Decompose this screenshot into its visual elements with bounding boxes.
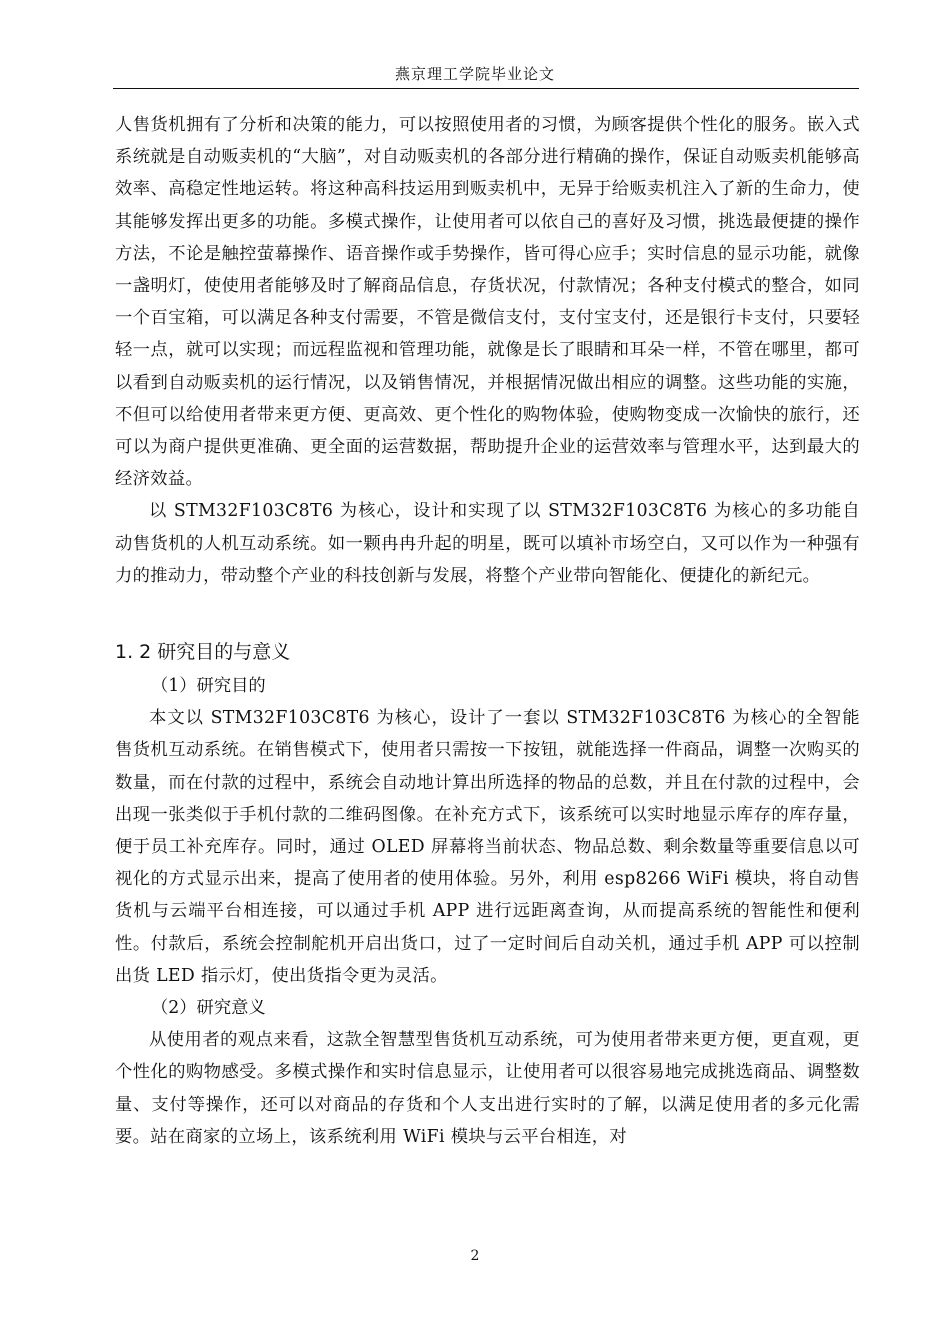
page-header-title: 燕京理工学院毕业论文 [394, 65, 555, 83]
research-purpose-paragraph: 本文以 STM32F103C8T6 为核心，设计了一套以 STM32F103C8T6 为核心的全智能售货机互动系统。在销售模式下，使用者只需按一下按钮，就能选择一件商品，调整一次购买的数量，而在付款的过程中，系统会自动地计算出所选择的物品的总数，并且在付款的过程中，会出现一张类似于手机付款的二维码图像。在补充方式下，该系统可以实时地显示库存的库存量，便于员工补充库存。同时，通过 OLED 屏幕将当前状态、物品总数、剩余数量等重要信息以可视化的方式显示出来，提高了使用者的使用体验。另外，利用 esp8266 WiFi 模块，将自动售货机与云端平台相连接，可以通过手机 APP 进行远距离查询，从而提高系统的智能性和便利性。付款后，系统会控制舵机开启出货口，过了一定时间后自动关机，通过手机 APP 可以控制出货 LED 指示灯，使出货指令更为灵活。 [115, 708, 860, 986]
body-paragraph-continued: 人售货机拥有了分析和决策的能力，可以按照使用者的习惯，为顾客提供个性化的服务。嵌入式系统就是自动贩卖机的“大脑”，对自动贩卖机的各部分进行精确的操作，保证自动贩卖机能够高效率、高稳定性地运转。将这种高科技运用到贩卖机中，无异于给贩卖机注入了新的生命力，使其能够发挥出更多的功能。多模式操作，让使用者可以依自己的喜好及习惯，挑选最便捷的操作方法，不论是触控萤幕操作、语音操作或手势操作，皆可得心应手；实时信息的显示功能，就像一盏明灯，使使用者能够及时了解商品信息，存货状况，付款情况；各种支付模式的整合，如同一个百宝箱，可以满足各种支付需要，不管是微信支付，支付宝支付，还是银行卡支付，只要轻轻一点，就可以实现；而远程监视和管理功能，就像是长了眼睛和耳朵一样，不管在哪里，都可以看到自动贩卖机的运行情况，以及销售情况，并根据情况做出相应的调整。这些功能的实施，不但可以给使用者带来更方便、更高效、更个性化的购物体验，使购物变成一次愉快的旅行，还可以为商户提供更准确、更全面的运营数据，帮助提升企业的运营效率与管理水平，达到最大的经济效益。 [115, 115, 860, 490]
page-number: 2 [470, 1248, 480, 1264]
header-divider [113, 88, 859, 89]
research-significance-paragraph: 从使用者的观点来看，这款全智慧型售货机互动系统，可为使用者带来更方便，更直观，更个性化的购物感受。多模式操作和实时信息显示，让使用者可以很容易地完成挑选商品、调整数量、支付等操作，还可以对商品的存货和个人支出进行实时的了解，以满足使用者的多元化需要。站在商家的立场上，该系统利用 WiFi 模块与云平台相连，对 [115, 1030, 860, 1147]
section-heading: 1. 2 研究目的与意义 [115, 641, 291, 664]
page-body [115, 109, 860, 1153]
subheading-research-purpose: （1）研究目的 [151, 676, 266, 697]
subheading-research-significance: （2）研究意义 [151, 998, 266, 1019]
body-paragraph: 以 STM32F103C8T6 为核心，设计和实现了以 STM32F103C8T6 为核心的多功能自动售货机的人机互动系统。如一颗冉冉升起的明星，既可以填补市场空白，又可以作为一种强有力的推动力，带动整个产业的科技创新与发展，将整个产业带向智能化、便捷化的新纪元。 [115, 501, 860, 586]
